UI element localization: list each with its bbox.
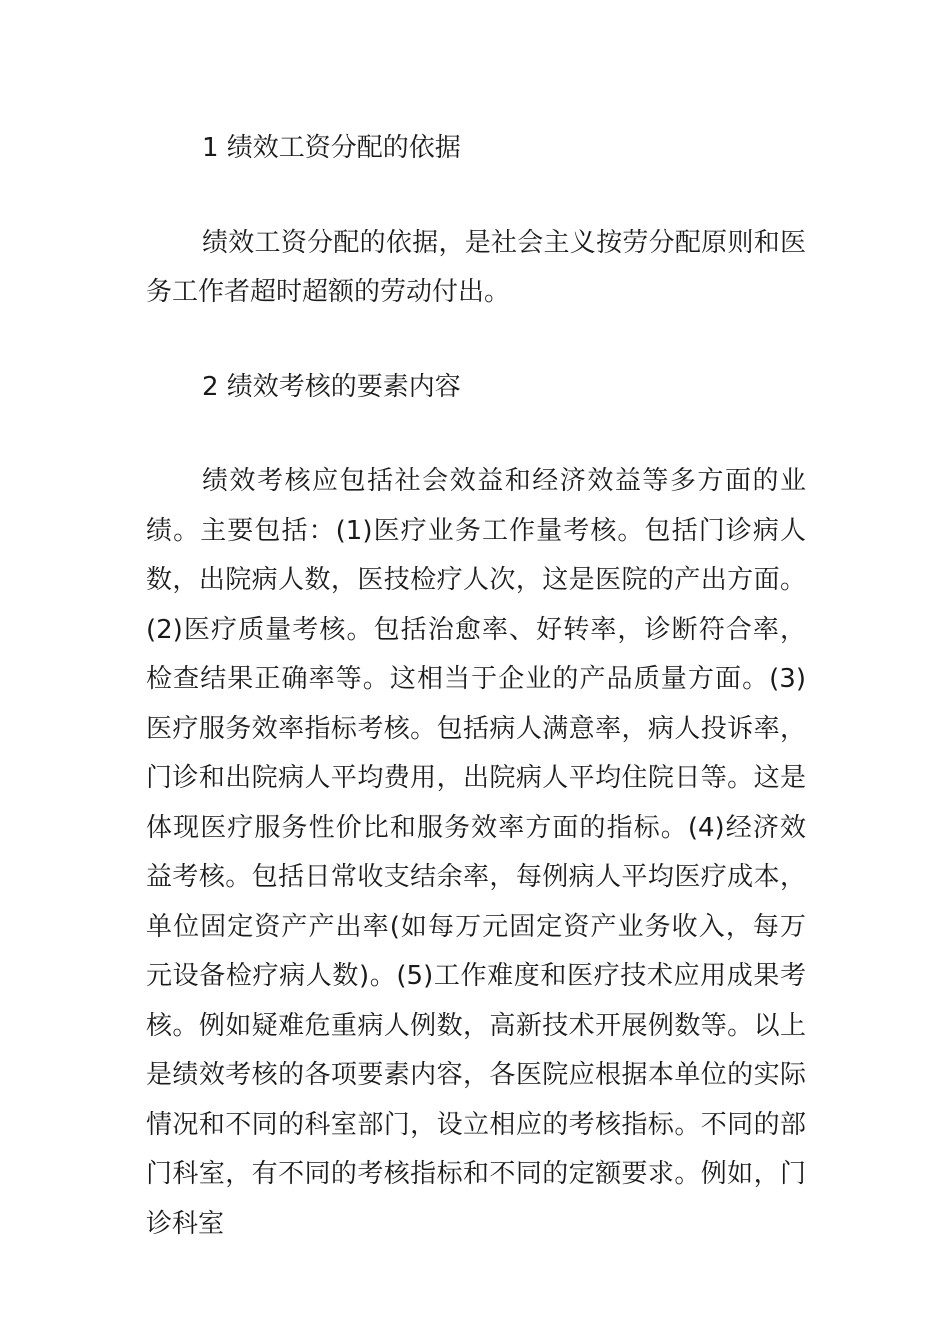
document-page — [146, 124, 806, 1249]
section-paragraph-1: 绩效工资分配的依据，是社会主义按劳分配原则和医务工作者超时超额的劳动付出。 — [146, 227, 806, 307]
section-paragraph-2: 绩效考核应包括社会效益和经济效益等多方面的业绩。主要包括：(1)医疗业务工作量考核。包括门诊病人数，出院病人数，医技检疗人次，这是医院的产出方面。(2)医疗质量考核。包括治愈率、好转率，诊断符合率，检查结果正确率等。这相当于企业的产品质量方面。(3)医疗服务效率指标考核。包括病人满意率，病人投诉率，门诊和出院病人平均费用，出院病人平均住院日等。这是体现医疗服务性价比和服务效率方面的指标。(4)经济效益考核。包括日常收支结余率，每例病人平均医疗成本，单位固定资产产出率(如每万元固定资产业务收入，每万元设备检疗病人数)。(5)工作难度和医疗技术应用成果考核。例如疑难危重病人例数，高新技术开展例数等。以上是绩效考核的各项要素内容，各医院应根据本单位的实际情况和不同的科室部门，设立相应的考核指标。不同的部门科室，有不同的考核指标和不同的定额要求。例如，门诊科室 — [146, 466, 806, 1239]
section-heading-2: 2 绩效考核的要素内容 — [202, 371, 461, 402]
section-heading-1: 1 绩效工资分配的依据 — [202, 133, 461, 163]
